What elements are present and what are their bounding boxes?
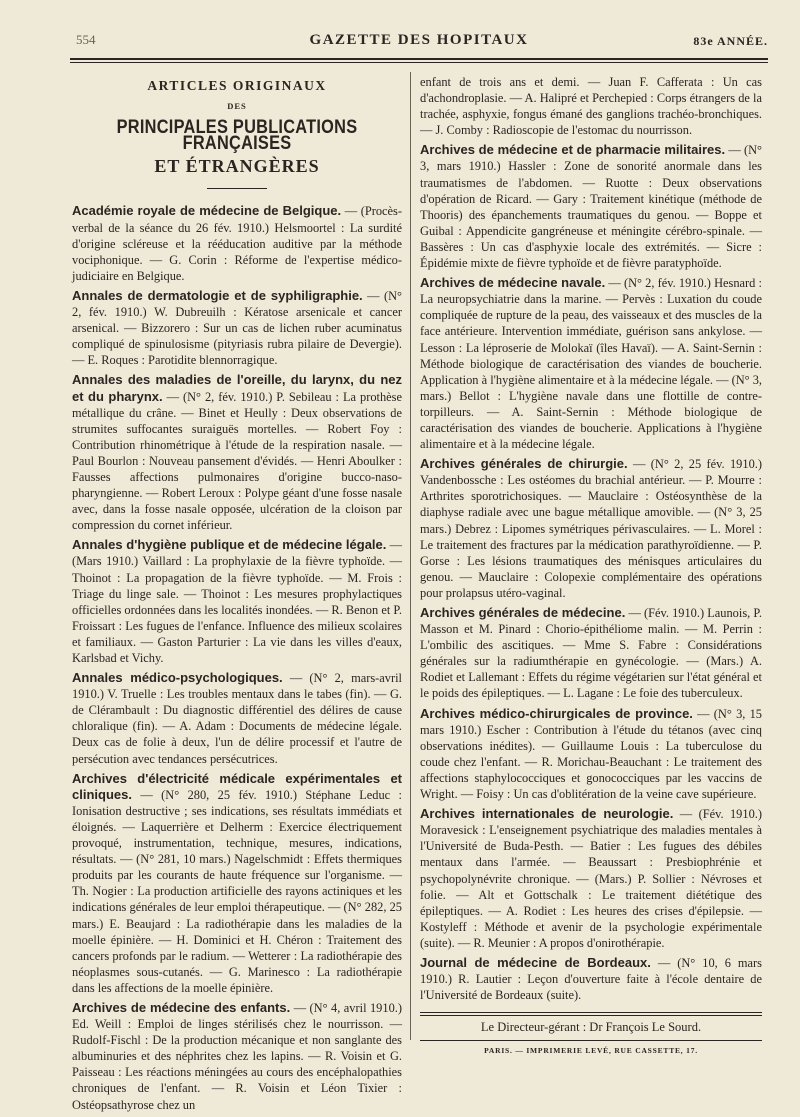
journal-title: Annales d'hygiène publique et de médecine légale. [72,537,387,553]
journal-title: Archives d'électricité médicale expérimentales et cliniques. [72,770,402,802]
section-heading-line3: PRINCIPALES PUBLICATIONS FRANÇAISES [116,117,358,155]
header-rule-thin [70,62,768,63]
section-heading-line2: DES [227,101,247,112]
journal-title: Archives de médecine navale. [420,275,606,291]
section-separator [207,188,267,189]
journal-title: Annales de dermatologie et de syphiligraphie. [72,287,363,303]
entry-text: — (N° 2, fév. 1910.) P. Sebileau : La prothèse métallique du crâne. — Binet et Heully : Deux observations de strumites suffocantes suraiguës mortelles. — Robert Foy : Contribution rhinométrique à l'étude de la respiration nasale. — Paul Bourlon : Nouveau pansement d'évidés. — Henri Aboulker : Fausses affections pulmonaires d'origine bucco-naso-pharyngienne. — Robert Leroux : Polype géant d'une fosse nasale avec, dans la fosse nasale opposée, ulcération de la cloison par compression du cornet inférieur. [72,389,402,533]
entry-text: — (N° 10, 6 mars 1910.) R. Lautier : Leçon d'ouverture faite à l'école dentaire de l'Université de Bordeaux (suite). [420,955,762,1003]
right-column [420,74,762,1007]
journal-entry [420,706,762,803]
journal-entry [72,288,402,368]
entry-text: enfant de trois ans et demi. — Juan F. Cafferata : Un cas d'achondroplasie. — A. Halipré et Perchepied : Corps étrangers de la trachée, asphyxie, fongus émané des ganglions trachéo-bronchiques. — J. Comby : Radioscopie de l'estomac du nourrisson. [420,75,762,138]
page-header [70,30,768,52]
page-number: 554 [76,32,96,47]
section-heading-line1: ARTICLES ORIGINAUX [147,78,327,93]
journal-entry [420,806,762,951]
journal-entry [72,372,402,533]
journal-title: Archives générales de médecine. [420,605,626,620]
entry-text: — (Fév. 1910.) Moravesick : L'enseignement psychiatrique des maladies mentales à l'Université de Buda-Pesth. — Batier : Les fugues des débiles mentaux dans l'armée. — Beaussart : Presbiophrénie et psychopolynévrite chronique. — (Mars.) P. Sollier : Névroses et folie. — Alt et Gottschalk : Le traitement diététique des épileptiques. — A. Rodiet : Les heures des crises d'épilepsie. — Kostyleff : Méthode et avenir de la psychologie expérimentale (suite). — R. Meunier : A propos d'onirothérapie. [420,807,762,950]
entry-text: — (N° 2, fév. 1910.) W. Dubreuilh : Kératose arsenicale et cancer arsenical. — Bizzorero : Sur un cas de lichen ruber acuminatus compliqué de spinulosisme (pityriasis rubra pilaire de Devergie). — E. Roques : Parotidite blennorragique. [72,288,402,368]
entry-text: — (N° 2, 25 fév. 1910.) Vandenbossche : Les ostéomes du brachial antérieur. — P. Mourre : Arthrites sporotrichosiques. — Mauclaire : Ostéosynthèse de la diaphyse radiale avec une bague métallique amovible. — (N° 3, 25 mars.) Debrez : Lipomes symétriques périvasculaires. — L. Morel : Le traitement des fractures par la médication parathyroïdienne. — P. Gorse : Les lésions traumatiques des ménisques articulaires du genou. — Mauclaire : Colopexie complémentaire des opérations pour prolapsus utéro-vaginal. [420,457,762,600]
header-rule [70,58,768,60]
journal-title: Annales médico-psychologiques. [72,670,283,686]
entry-text: — (N° 3, mars 1910.) Hassler : Zone de sonorité anormale dans les traumatismes de l'abdomen. — Ruotte : Deux observations d'opération de Ricard. — Gary : Traitement kinétique (méthode de Thooris) des épanchements traumatiques du genou. — Boppe et Guibal : Appendicite gangréneuse et méningite cérébro-spinale. — Bassères : Un cas d'asphyxie locale des extrémités. — Sicre : Épidémie mixte de fièvre typhoïde et de fièvre paratyphoïde. [420,143,762,271]
entry-text: — (N° 3, 15 mars 1910.) Escher : Contribution à l'étude du tétanos (avec cinq observations inédites). — Guillaume Louis : La tuberculose du coude chez l'enfant. — R. Morichau-Beauchant : Le traitement des affections staphylococciques et gonococciques par les vaccins de Wright. — Foisy : Un cas d'oblitération de la veine cave supérieure. [420,706,762,802]
journal-title: Annales des maladies de l'oreille, du larynx, du nez et du pharynx. [72,372,402,404]
journal-entry [420,605,762,702]
entry-text: — (N° 280, 25 fév. 1910.) Stéphane Leduc : Ionisation destructive ; ses indications, ses résultats immédiats et éloignés. — Laquerrière et Delherm : Exercice électriquement provoqué, instrumentation, technique, mesures, indications, résultats. — (N° 281, 10 mars.) Nagelschmidt : Effets thermiques produits par les courants de haute fréquence sur l'organisme. — Th. Nogier : La production artificielle des rayons actiniques et les indications générales de leur emploi thérapeutique. — (N° 282, 25 mars.) E. Beaujard : La radiothérapie dans les maladies de la moelle épinière. — H. Dominici et H. Chéron : Traitement des cancers profonds par le radium. — Wetterer : La radiothérapie des néoplasmes sous-cutanés. — G. Marinesco : La radiothérapie dans les affections de la moelle épinière. [72,787,402,995]
publication-year: 83e ANNÉE. [693,34,768,48]
journal-entry [420,142,762,271]
journal-title: Archives internationales de neurologie. [420,806,674,822]
left-column [72,74,402,1117]
section-heading [72,78,402,177]
entry-text: — (Mars 1910.) Vaillard : La prophylaxie de la fièvre typhoïde. — Thoinot : La propagation de la fièvre typhoïde. — M. Frois : Triage du linge sale. — Thoinot : Les mesures prophylactiques officielles ordonnées dans les localités inondées. — R. Benon et P. Froissart : Les fugues de l'enfance. Influence des milieux scolaires et familiaux. — Gaston Parturier : La vie dans les villes d'eaux, Karlsbad et Vichy. [72,538,402,665]
journal-entry [72,670,402,767]
journal-entry [420,456,762,601]
entry-text: — (N° 2, fév. 1910.) Hesnard : La neuropsychiatrie dans la marine. — Pervès : Luxation du coude compliquée de rupture de la peau, des vaisseaux et des muscles de la face antérieure. Intervention immédiate, guérison sans ankylose. — Lesson : La léproserie de Molokaï (îles Havaï). — A. Saint-Sernin : Méthode biologique de caractérisation des viandes de boucherie. Application à l'hygiène alimentaire et à la médecine légale. — (N° 3, mars.) Bellot : L'hygiène navale dans une flottille de contre-torpilleurs. — A. Saint-Sernin : Méthode biologique de caractérisation des viandes de boucherie. Applications à l'hygiène alimentaire et à la médecine légale. [420,276,762,452]
director-signature: Le Directeur-gérant : Dr François Le Sourd. [480,1020,702,1034]
journal-title: Archives de médecine des enfants. [72,999,291,1015]
journal-title: Archives de médecine et de pharmacie militaires. [420,142,726,158]
entry-text: — (N° 4, avril 1910.) Ed. Weill : Emploi de linges stérilisés chez le nourrisson. — Rudolf-Fischl : De la production mécanique et non sanglante des albuminuries et des néphrites chez les lapins. — R. Voisin et G. Paisseau : Les réactions méningées au cours des encéphalopathies chroniques de l'enfant. — R. Voisin et Léon Tixier : Ostéopsathyrose chez un [72,1000,402,1112]
journal-entry [420,74,762,138]
journal-title: Archives médico-chirurgicales de province. [420,705,693,721]
journal-entry [420,955,762,1003]
footer-rule [420,1012,762,1013]
footer-rule-thin [420,1015,762,1016]
entry-text: — (Procès-verbal de la séance du 26 fév. 1910.) Helsmoortel : La surdité d'origine scléreuse et la rééducation auditive par la méthode vociphonique. — G. Corin : Réforme de l'expertise médico-judiciaire en Belgique. [72,204,403,283]
footer-rule-bottom [420,1040,762,1041]
journal-title: Journal de médecine de Bordeaux. [420,954,651,970]
journal-entry [72,203,402,283]
journal-title: Académie royale de médecine de Belgique. [72,203,342,219]
entry-text: — (Fév. 1910.) Launois, P. Masson et M. Pinard : Chorio-épithéliome malin. — M. Perrin : L'ombilic des ascitiques. — Mme S. Fabre : Considérations générales sur la radiumthérapie en gynécologie. — (Mars.) A. Rodiet et Lallemant : Effets du régime végétarien sur l'état général et le poids des épileptiques. — L. Lagane : Le foie des tuberculeux. [420,606,762,701]
right-entry-list [420,74,762,1003]
journal-entry [72,537,402,666]
journal-entry [420,275,762,452]
section-heading-line4: ET ÉTRANGÈRES [154,156,320,177]
entry-text: — (N° 2, mars-avril 1910.) V. Truelle : Les troubles mentaux dans le tabes (fin). — G. de Clérambault : Du diagnostic différentiel des délires de cause chloralique (fin). — A. Adam : Documents de médecine légale. Deux cas de folie à deux, l'un de délire processif et l'autre de persécution avec tendances persécutrices. [72,671,402,766]
journal-entry [72,1000,402,1113]
printer-imprint: PARIS. — IMPRIMERIE LEVÉ, RUE CASSETTE, 17. [484,1046,698,1055]
left-entry-list [72,203,402,1112]
journal-title: Archives générales de chirurgie. [420,456,628,472]
publication-title: GAZETTE DES HOPITAUX [309,32,529,48]
journal-entry [72,771,402,996]
column-divider [410,72,411,1040]
